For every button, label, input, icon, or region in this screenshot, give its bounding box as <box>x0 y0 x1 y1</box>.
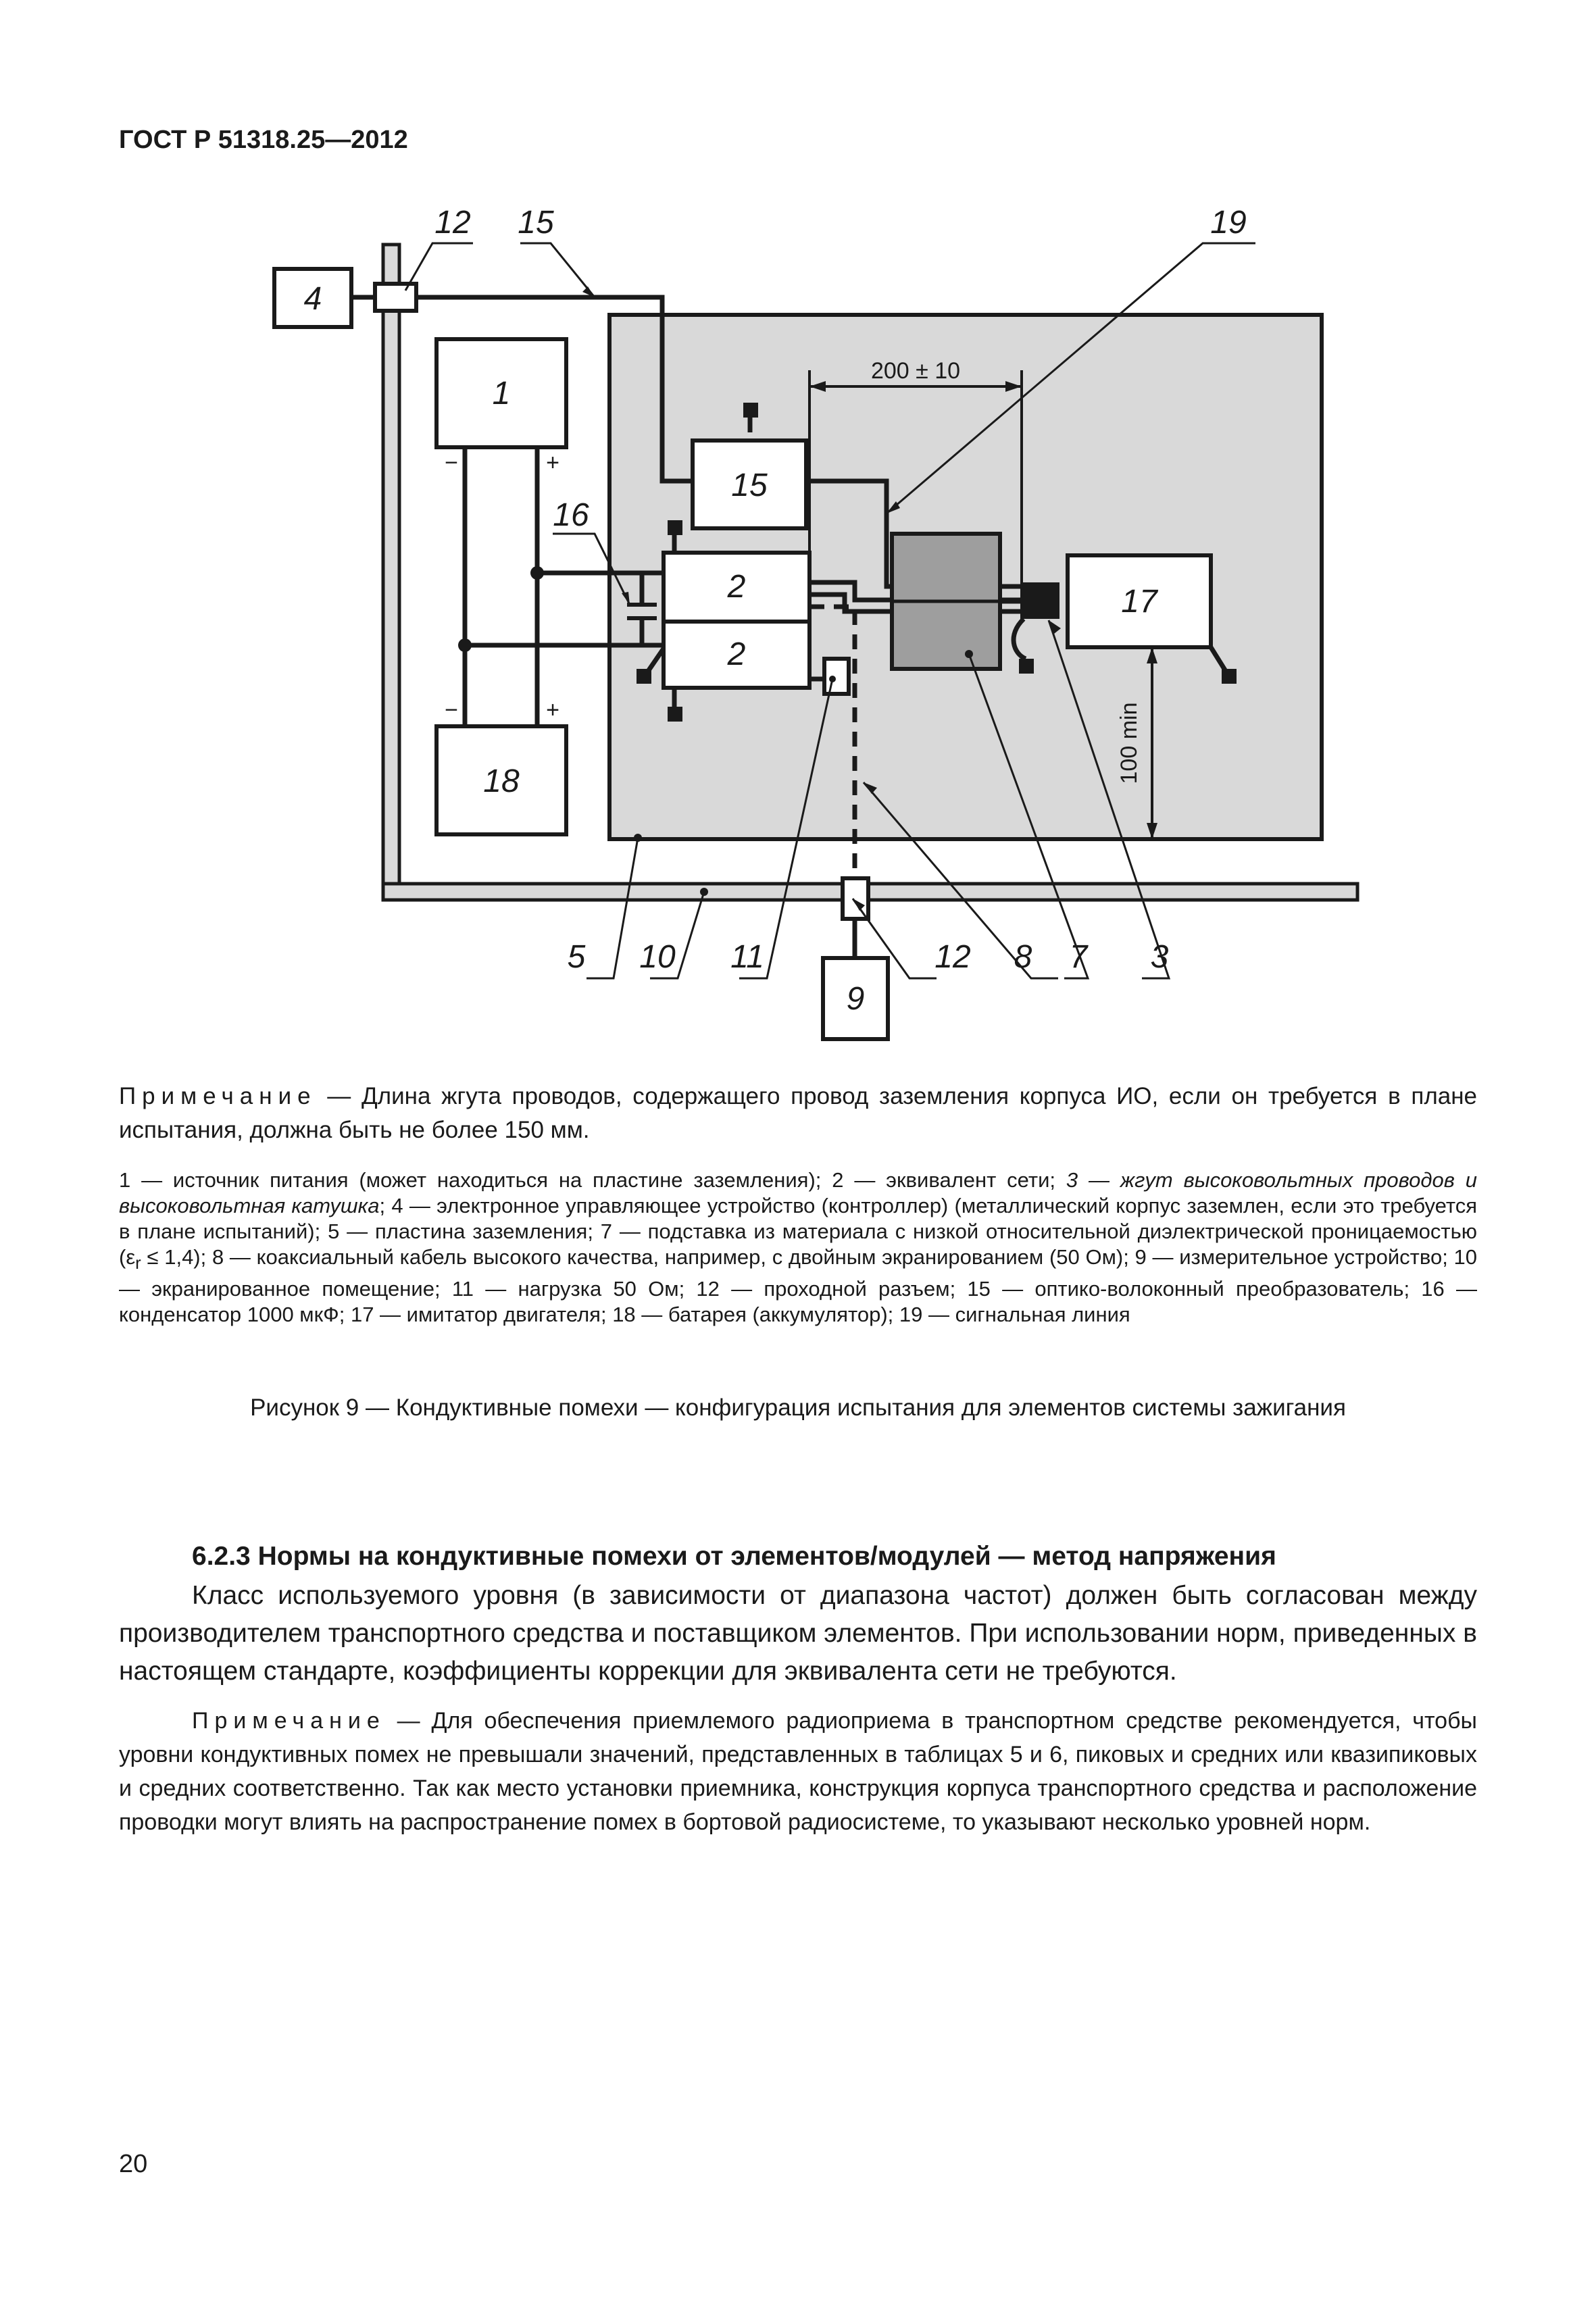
legend-part: ≤ 1,4); 8 — коаксиальный кабель высокого качества, например, с двойным экранированием (50 Ом); 9 — измерительное устройство; 10 — экранированное помещение; 11 — нагрузка 50 Ом; 12 — проходной разъем; 15 — оптико-волоконный преобразователь; 16 — конденсатор 1000 мкФ; 17 — имитатор двигателя; 18 — батарея (аккумулятор); 19 — сигнальная линия <box>119 1245 1477 1327</box>
label-15-top: 15 <box>518 205 554 241</box>
label-7: 7 <box>1069 939 1088 975</box>
label-11: 11 <box>730 939 764 975</box>
label-12-top: 12 <box>434 205 471 241</box>
legend-subscript: r <box>135 1254 141 1274</box>
polarity-minus-bottom: − <box>445 697 458 723</box>
label-16: 16 <box>553 497 589 533</box>
label-12-bottom: 12 <box>934 939 971 975</box>
figure-caption: Рисунок 9 — Кондуктивные помехи — конфигурация испытания для элементов системы зажигания <box>250 1394 1346 1421</box>
dimension-100-min: 100 min <box>1116 702 1142 784</box>
label-18: 18 <box>483 763 520 799</box>
polarity-plus-bottom: + <box>546 697 559 723</box>
block-12-connector-bottom <box>843 878 868 919</box>
legend-part: 1 — источник питания (может находиться на пластине заземления); <box>119 1168 832 1192</box>
document-code: ГОСТ Р 51318.25—2012 <box>119 126 408 154</box>
block-11-load <box>824 659 849 694</box>
test-setup-diagram <box>0 0 1596 1081</box>
polarity-minus-top: − <box>445 450 458 476</box>
note-text: — Длина жгута проводов, содержащего провод заземления корпуса ИО, если он требуется в плане испытания, должна быть не более 150 мм. <box>119 1083 1477 1143</box>
label-15-box: 15 <box>731 468 768 503</box>
label-17: 17 <box>1121 584 1157 620</box>
label-4: 4 <box>303 281 322 317</box>
label-5: 5 <box>567 939 586 975</box>
label-19: 19 <box>1210 205 1247 241</box>
shielded-room-wall-vertical <box>383 245 399 892</box>
label-2-lower: 2 <box>727 636 746 672</box>
section-note <box>119 1704 1477 1839</box>
legend-part: 2 — эквивалент сети; <box>832 1168 1066 1192</box>
label-9: 9 <box>846 981 865 1017</box>
label-10: 10 <box>639 939 676 975</box>
label-3: 3 <box>1150 939 1169 975</box>
block-12-connector-top <box>375 284 416 311</box>
label-8: 8 <box>1014 939 1032 975</box>
figure-legend <box>119 1167 1477 1328</box>
dimension-200: 200 ± 10 <box>870 358 961 384</box>
legend-part: ; 4 — электронное управляющее устройство (контроллер) (металлический корпус заземлен, если это требуется в плане испытаний); 5 — пластина заземления; 7 — подставка из материала с низкой относительной диэлектрической проницаемостью (ε <box>119 1194 1477 1269</box>
note-label: Примечание <box>119 1083 317 1109</box>
note-text: — Для обеспечения приемлемого радиоприема в транспортном средстве рекомендуется, чтобы уровни кондуктивных помех не превышали значений, представленных в таблицах 5 и 6, пиковых и средних или квазипиковых и средних соответственно. Так как место установки приемника, конструкция корпуса транспортного средства и расположение проводки могут влиять на распространение помех в бортовой радиосистеме, то указывают несколько уровней норм. <box>119 1708 1477 1835</box>
legend-part-italic: 3 — жгут высоковольтных проводов и высоковольтная катушка <box>119 1168 1477 1217</box>
figure-note <box>119 1080 1477 1147</box>
section-heading: 6.2.3 Нормы на кондуктивные помехи от элементов/модулей — метод напряжения <box>192 1542 1276 1571</box>
polarity-plus-top: + <box>546 450 559 476</box>
label-2-upper: 2 <box>727 569 746 605</box>
note-label: Примечание <box>192 1708 386 1734</box>
label-1: 1 <box>492 376 511 411</box>
section-paragraph: Класс используемого уровня (в зависимости от диапазона частот) должен быть согласован между производителем транспортного средства и поставщиком элементов. При использовании норм, приведенных в настоящем стандарте, коэффициенты коррекции для эквивалента сети не требуются. <box>119 1581 1477 1686</box>
page-number: 20 <box>119 2150 148 2178</box>
